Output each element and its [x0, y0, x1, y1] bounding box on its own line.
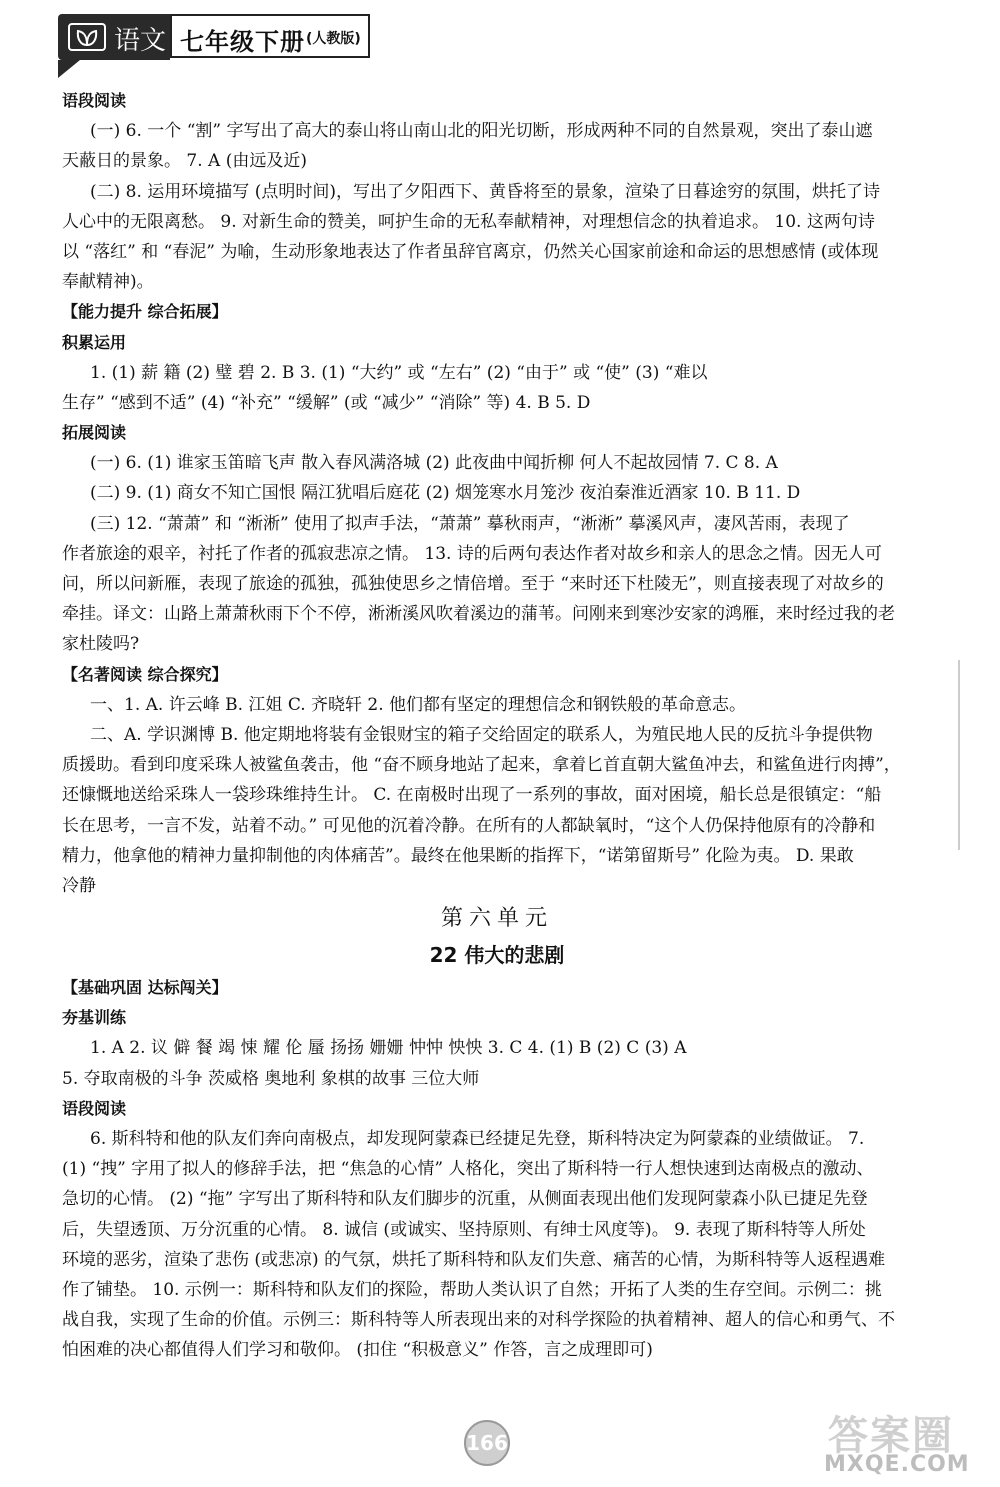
answer-line: (一) 6. 一个 “割” 字写出了高大的泰山将山南山北的阳光切断，形成两种不同的自然景观，突出了泰山遮: [90, 121, 873, 142]
answer-line: (一) 6. (1) 谁家玉笛暗飞声 散入春风满洛城 (2) 此夜曲中闻折柳 何人不起故园情 7. C 8. A: [90, 453, 778, 474]
text-line: 奉献精神)。: [62, 272, 154, 293]
edition-label: (人教版): [306, 31, 361, 47]
leaf-icon-glyph: [70, 25, 104, 49]
watermark-text-bottom: MXQE.COM: [824, 1452, 970, 1477]
section-heading: 拓展阅读: [62, 423, 127, 443]
lesson-title: 22 伟大的悲剧: [429, 943, 565, 968]
text-line: 质援助。看到印度采珠人被鲨鱼袭击，他 “奋不顾身地站了起来，拿着匕首直朝大鲨鱼冲去，和鲨鱼进行肉搏”，: [62, 755, 901, 776]
unit-title: 第六单元: [440, 906, 553, 932]
leaf-icon: [68, 23, 106, 51]
scan-edge-mark: [958, 660, 960, 850]
watermark-logo: [816, 1404, 988, 1480]
text-line: 以 “落红” 和 “春泥” 为喻，生动形象地表达了作者虽辞官离京，仍然关心国家前途和命运的思想感情 (或体现: [62, 241, 879, 262]
text-line: 战自我，实现了生命的价值。示例三：斯科特等人所表现出来的对科学探险的执着精神、超人的信心和勇气、不: [62, 1310, 895, 1331]
answer-line: 6. 斯科特和他的队友们奔向南极点，却发现阿蒙森已经捷足先登，斯科特决定为阿蒙森的业绩做证。 7.: [90, 1129, 865, 1149]
answer-line: 二、A. 学识渊博 B. 他定期地将装有金银财宝的箱子交给固定的联系人，为殖民地人民的反抗斗争提供物: [90, 724, 873, 745]
book-header: [58, 14, 370, 62]
text-line: 精力，他拿他的精神力量抑制他的肉体痛苦”。最终在他果断的指挥下，“诺第留斯号” 化险为夷。 D. 果敢: [62, 845, 854, 866]
grade-box: [170, 14, 370, 58]
text-line: 天蔽日的景象。 7. A (由远及近): [62, 151, 307, 172]
text-line: 急切的心情。 (2) “拖” 字写出了斯科特和队友们脚步的沉重，从侧面表现出他们发现阿蒙森小队已捷足先登: [62, 1189, 868, 1210]
text-line: 作了铺垫。 10. 示例一：斯科特和队友们的探险，帮助人类认识了自然；开拓了人类的生存空间。示例二：挑: [62, 1279, 882, 1300]
text-line: 长在思考，一言不发，站着不动。” 可见他的沉着冷静。在所有的人都缺氧时，“这个人仍保持他原有的冷静和: [62, 815, 876, 836]
subject-tab: [58, 14, 170, 60]
section-heading: 积累运用: [62, 332, 127, 352]
text-line: 作者旅途的艰辛，衬托了作者的孤寂悲凉之情。 13. 诗的后两句表达作者对故乡和亲人的思念之情。因无人可: [62, 543, 882, 564]
text-line: 生存” “感到不适” (4) “补充” “缓解” (或 “减少” “消除” 等) 4. B 5. D: [62, 392, 591, 413]
section-heading: 语段阅读: [62, 1098, 127, 1118]
text-line: 5. 夺取南极的斗争 茨威格 奥地利 象棋的故事 三位大师: [62, 1068, 480, 1089]
answer-content: [62, 86, 932, 1366]
text-line: 牵挂。译文：山路上萧萧秋雨下个不停，淅淅溪风吹着溪边的蒲苇。问刚来到寒沙安家的鸿雁，来时经过我的老: [62, 604, 895, 625]
section-heading: 夯基训练: [62, 1008, 127, 1028]
answer-line: (二) 9. (1) 商女不知亡国恨 隔江犹唱后庭花 (2) 烟笼寒水月笼沙 夜泊秦淮近酒家 10. B 11. D: [90, 483, 801, 504]
text-line: 问，所以问新雁，表现了旅途的孤独，孤独使思乡之情倍增。至于 “来时还下杜陵无”，则直接表现了对故乡的: [62, 574, 884, 594]
subject-label: 语文: [114, 26, 167, 56]
text-line: 后，失望透顶、万分沉重的心情。 8. 诚信 (或诚实、坚持原则、有绅士风度等)。 9. 表现了斯科特等人所处: [62, 1219, 866, 1240]
answer-line: 一、1. A. 许云峰 B. 江姐 C. 齐晓轩 2. 他们都有坚定的理想信念和钢铁般的革命意志。: [90, 694, 747, 715]
text-line: 人心中的无限离愁。 9. 对新生命的赞美，呵护生命的无私奉献精神，对理想信念的执着追求。 10. 这两句诗: [62, 211, 875, 232]
answer-line: 1. (1) 薪 籍 (2) 璧 碧 2. B 3. (1) “大约” 或 “左右” (2) “由于” 或 “使” (3) “难以: [90, 362, 708, 383]
grade-label: 七年级下册: [180, 28, 305, 56]
answer-line: (二) 8. 运用环境描写 (点明时间)，写出了夕阳西下、黄昏将至的景象，渲染了日暮途穷的氛围，烘托了诗: [90, 181, 880, 202]
watermark-text-top: 答案圈: [828, 1413, 954, 1459]
page-number: 166: [464, 1420, 510, 1466]
section-heading: 【基础巩固 达标闯关】: [62, 978, 228, 998]
answer-line: 1. A 2. 议 僻 餐 竭 悚 耀 伦 蜃 扬扬 姗姗 忡忡 怏怏 3. C 4. (1) B (2) C (3) A: [90, 1038, 687, 1059]
text-line: 环境的恶劣，渲染了悲伤 (或悲凉) 的气氛，烘托了斯科特和队友们失意、痛苦的心情，为斯科特等人返程遇难: [62, 1249, 886, 1270]
text-line: 还慷慨地送给采珠人一袋珍珠维持生计。 C. 在南极时出现了一系列的事故，面对困境，船长总是很镇定：“船: [62, 785, 882, 806]
text-line: 冷静: [62, 875, 96, 896]
section-heading: 语段阅读: [62, 91, 127, 110]
text-line: 怕困难的决心都值得人们学习和敬仰。 (扣住 “积极意义” 作答，言之成理即可): [62, 1340, 653, 1361]
text-line: 家杜陵吗?: [62, 634, 140, 655]
section-heading: 【名著阅读 综合探究】: [62, 664, 228, 684]
text-line: (1) “拽” 字用了拟人的修辞手法，把 “焦急的心情” 人格化，突出了斯科特一行人想快速到达南极点的激动、: [62, 1159, 874, 1180]
section-heading: 【能力提升 综合拓展】: [62, 302, 228, 322]
answer-line: (三) 12. “萧萧” 和 “淅淅” 使用了拟声手法，“萧萧” 摹秋雨声，“淅淅” 摹溪风声，凄风苦雨，表现了: [90, 513, 850, 534]
